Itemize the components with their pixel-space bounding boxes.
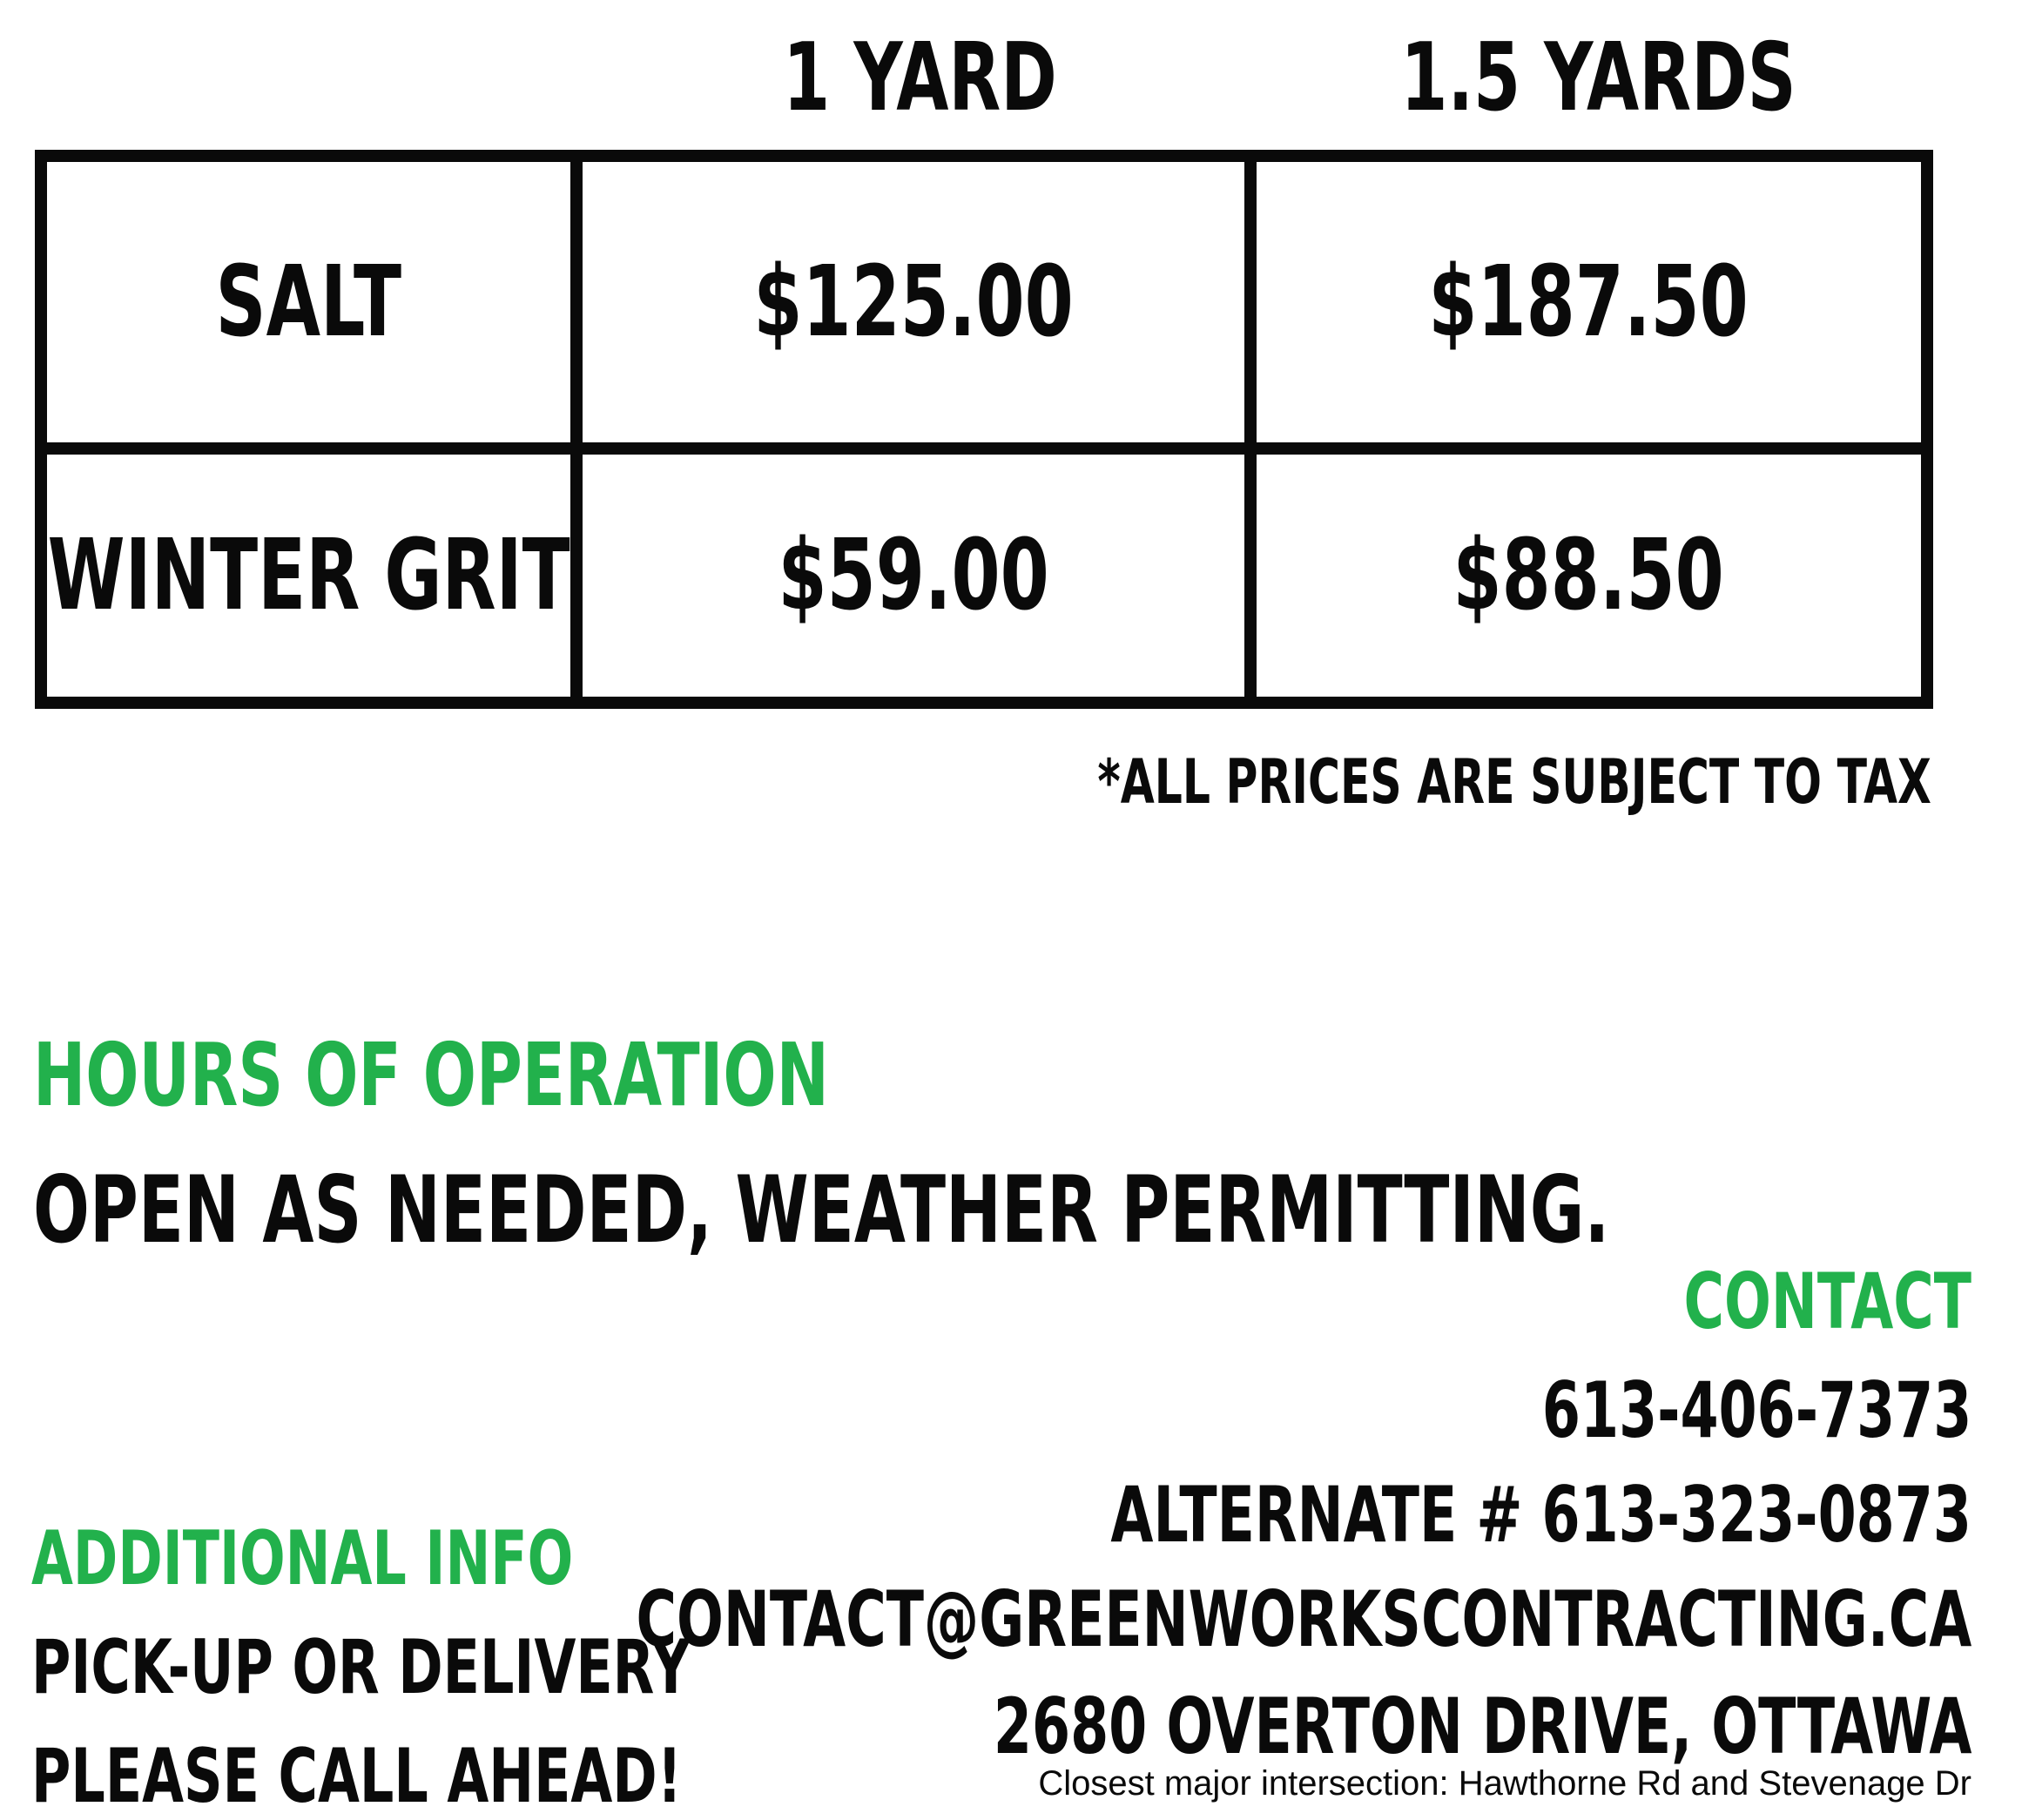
winter-grit-price-1-yard: $59.00 <box>778 519 1049 632</box>
hours-heading <box>33 1024 1138 1126</box>
tax-note-text: *ALL PRICES ARE SUBJECT TO TAX <box>1097 746 1931 818</box>
additional-info-line <box>31 1733 934 1820</box>
hours-heading-text: HOURS OF OPERATION <box>33 1024 829 1126</box>
salt-price-1-5-yards: $187.50 <box>1428 246 1749 359</box>
additional-info-call-ahead-text: PLEASE CALL AHEAD! <box>31 1733 682 1820</box>
product-salt-label: SALT <box>215 246 402 359</box>
contact-alternate-phone[interactable] <box>776 1472 1971 1559</box>
contact-heading <box>1572 1258 1971 1345</box>
closest-intersection-note: Closest major intersection: Hawthorne Rd and Stevenage Dr <box>1038 1764 1971 1803</box>
column-header-1-5-yards <box>1267 26 1929 131</box>
additional-info-pickup-text: PICK-UP OR DELIVERY <box>31 1624 691 1711</box>
salt-price-1-yard: $125.00 <box>753 246 1074 359</box>
hours-text-value: OPEN AS NEEDED, WEATHER PERMITTING. <box>33 1156 1610 1264</box>
table-cell-product <box>47 162 583 455</box>
contact-heading-text: CONTACT <box>1683 1257 1971 1346</box>
table-cell-price <box>583 455 1257 697</box>
contact-address-text: 2680 OVERTON DRIVE, OTTAWA <box>993 1682 1971 1771</box>
column-header-1-yard <box>582 26 1259 131</box>
table-cell-price <box>583 162 1257 455</box>
price-table <box>35 150 1933 709</box>
table-cell-product <box>47 455 583 697</box>
hours-text <box>33 1158 2022 1263</box>
column-header-1-yard-label: 1 YARD <box>783 24 1058 132</box>
product-winter-grit-label: WINTER GRIT <box>47 519 570 632</box>
contact-phone-text: 613-406-7373 <box>1541 1365 1971 1455</box>
contact-phone[interactable] <box>1375 1367 1971 1454</box>
table-cell-price <box>1257 455 1921 697</box>
contact-email-text: CONTACT@GREENWORKSCONTRACTING.CA <box>636 1574 1971 1664</box>
table-cell-price <box>1257 162 1921 455</box>
contact-alternate-text: ALTERNATE # 613-323-0873 <box>1110 1470 1971 1560</box>
tax-note <box>773 747 1931 817</box>
column-header-1-5-yards-label: 1.5 YARDS <box>1399 24 1796 132</box>
additional-info-heading-text: ADDITIONAL INFO <box>31 1515 574 1602</box>
additional-info-heading <box>31 1515 784 1602</box>
winter-grit-price-1-5-yards: $88.50 <box>1452 519 1725 632</box>
additional-info-line <box>31 1624 947 1711</box>
